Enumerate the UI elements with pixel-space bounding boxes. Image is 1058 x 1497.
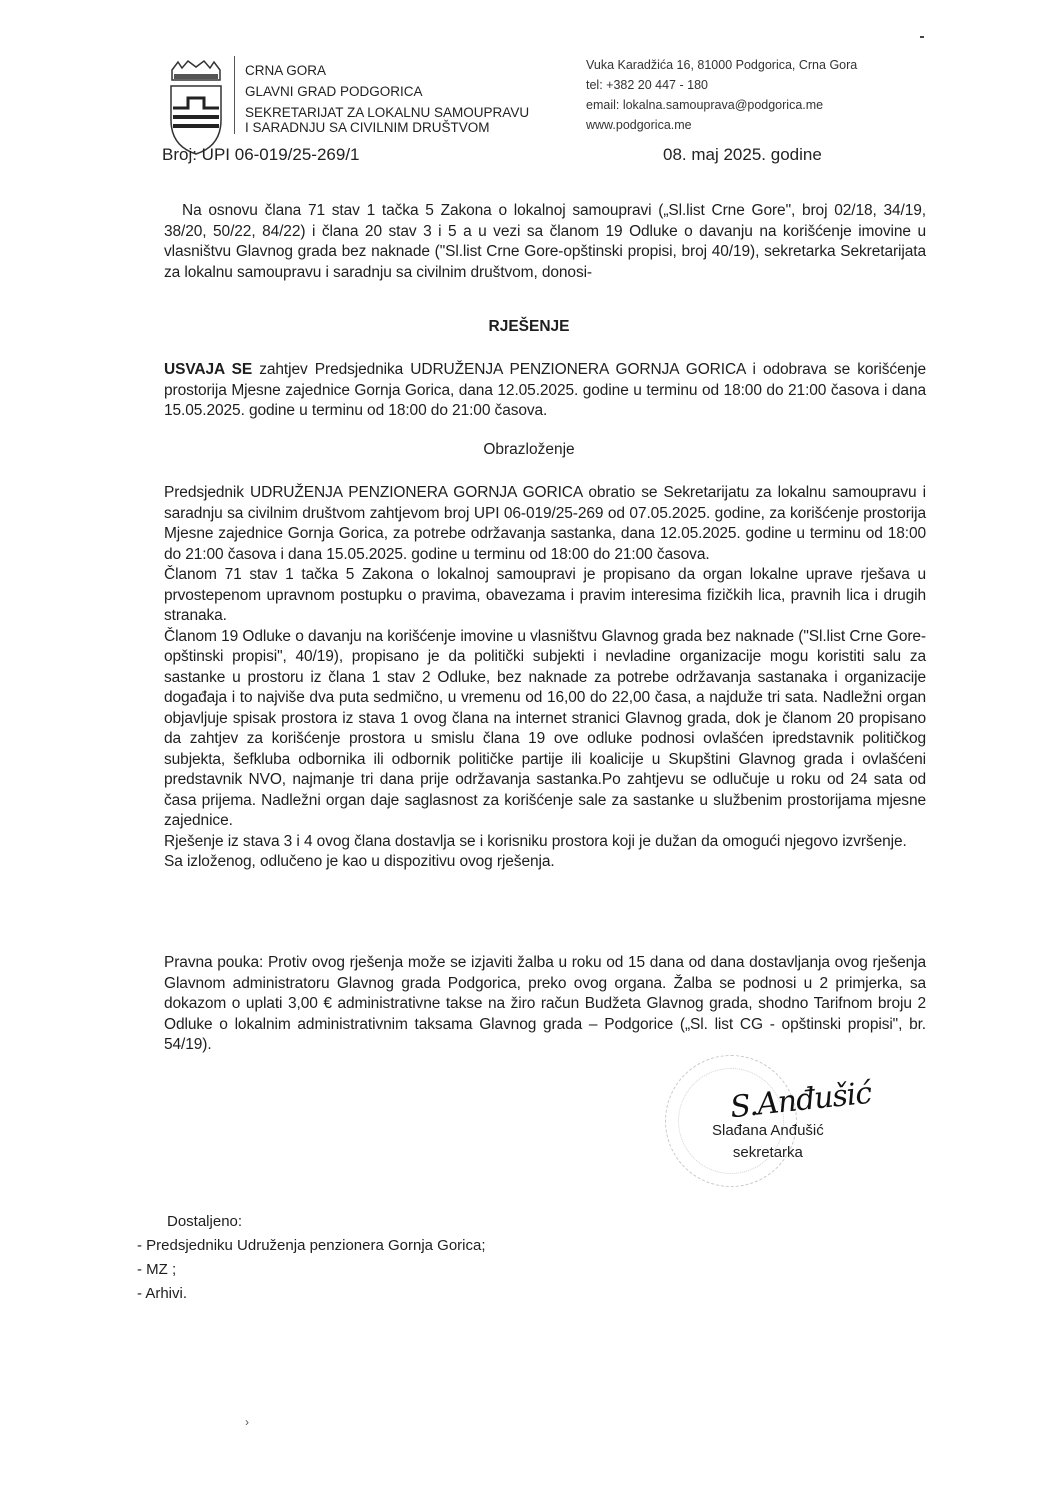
reasoning-paragraph: Članom 19 Odluke o davanju na korišćenje imovine u vlasništvu Glavnog grada bez naknade ("Sl.list Crne Gore-opštinski propisi", 40/19), propisano je da politički subjekti i nevladine organizacije mogu koristiti salu za sastanke u prostoru iz člana 1 stav 2 Odluke, bez naknade za potrebe održavanja sastanaka i organizacije događaja i to najviše dva puta sedmično, u vremenu od 16,00 do 22,00 časa, a najduže tri sata. Nadležni organ objavljuje spisak prostora iz stava 1 ovog člana na internet stranici Glavnog grada, dok je članom 20 propisano da zahtjev za korišćenje prostora u smislu člana 19 ove odluke podnosi ovlašćen ipredstavnik političkog subjekta, šefkluba odbornika ili odbornik političke partije ili koalicije u Skupštini Glavnog grada i ovlašćeni predstavnik NVO, najmanje tri dana prije održavanja sastanka.Po zahtjevu se odlučuje u roku od 24 sata od časa prijema. Nadležni organ daje saglasnost za korišćenje sale za sastanke u službenim prostorijama mjesne zajednice. (164, 627, 926, 829)
signer-name: Slađana Anđušić (712, 1122, 824, 1139)
legal-notice-label: Pravna pouka: (164, 954, 264, 971)
preamble: Na osnovu člana 71 stav 1 tačka 5 Zakona o lokalnoj samoupravi („Sl.list Crne Gore", broj 02/18, 34/19, 38/20, 50/22, 84/22) i člana 20 stav 3 i 5 a u vezi sa članom 19 Odluke o davanju na korišćenje imovine u vlasništvu Glavnog grada bez naknade ("Sl.list Crne Gore-opštinski propisi, broj 40/19), sekretarka Sekretarijata za lokalnu samoupravu i saradnju sa civilnim društvom, donosi- (164, 202, 926, 281)
contact-web: www.podgorica.me (586, 118, 692, 132)
handwritten-signature: S.Anđušić (728, 1075, 873, 1126)
contact-address: Vuka Karadžića 16, 81000 Podgorica, Crna Gora (586, 58, 858, 72)
distribution-item: - Predsjedniku Udruženja penzionera Gornja Gorica; (137, 1237, 486, 1254)
reasoning-paragraph: Rješenje iz stava 3 i 4 ovog člana dostavlja se i korisniku prostora koji je dužan da omogući njegovo izvršenje. (164, 832, 907, 850)
org-country: CRNA GORA (245, 63, 327, 78)
distribution-item: - MZ ; (137, 1261, 177, 1278)
legal-notice (164, 953, 926, 1056)
reasoning-title: Obrazloženje (483, 441, 575, 458)
scan-speck (920, 36, 924, 38)
signer-block (712, 1120, 824, 1164)
org-secretariat: SEKRETARIJAT ZA LOKALNU SAMOUPRAVU (245, 105, 530, 120)
org-city: GLAVNI GRAD PODGORICA (245, 84, 423, 99)
distribution-list (137, 1210, 486, 1306)
reference-number: Broj: UPI 06-019/25-269/1 (162, 145, 360, 164)
reasoning-paragraph: Predsjednik UDRUŽENJA PENZIONERA GORNJA GORICA obratio se Sekretarijatu za lokalnu samoupravu i saradnju sa civilnim društvom zahtjevom broj UPI 06-019/25-269 od 07.05.2025. godine, za korišćenje prostorija Mjesne zajednice Gornja Gorica, za potrebe održavanja sastanka, dana 12.05.2025. godine u terminu od 18:00 do 21:00 časova i dana 15.05.2025. godine u terminu od 18:00 do 21:00 časova. (164, 484, 926, 563)
document-date: 08. maj 2025. godine (663, 145, 822, 164)
distribution-title: Dostaljeno: (167, 1213, 243, 1230)
reasoning-paragraph: Sa izloženog, odlučeno je kao u dispozitivu ovog rješenja. (164, 853, 555, 870)
contact-block (586, 55, 857, 135)
decision-body: zahtjev Predsjednika UDRUŽENJA PENZIONERA GORNJA GORICA i odobrava se korišćenje prostorija Mjesne zajednice Gornja Gorica, dana 12.05.2025. godine u terminu od 18:00 do 21:00 časova i dana 15.05.2025. godine u terminu od 18:00 do 21:00 časova. (164, 361, 926, 419)
distribution-item: - Arhivi. (137, 1285, 188, 1302)
contact-email: email: lokalna.samouprava@podgorica.me (586, 98, 824, 112)
signer-role: sekretarka (732, 1144, 803, 1161)
reasoning-body (164, 483, 926, 873)
reasoning-paragraph: Članom 71 stav 1 tačka 5 Zakona o lokalnoj samoupravi je propisano da organ lokalne uprave rješava u prvostepenom upravnom postupku o pravima, obavezama i pravim interesima fizičkih lica, pravnih lica i drugih stranaka. (164, 566, 926, 624)
org-secretariat-2: I SARADNJU SA CIVILNIM DRUŠTVOM (245, 120, 490, 135)
decision-title: RJEŠENJE (488, 318, 570, 335)
header-divider (234, 56, 235, 134)
legal-notice-text: Protiv ovog rješenja može se izjaviti žalba u roku od 15 dana od dana dostavljanja ovog rješenja Glavnom administratoru Glavnog grada Podgorica, preko ovog organa. Žalba se podnosi u 2 primjerka, sa dokazom o uplati 3,00 € administrativne takse na žiro račun Budžeta Glavnog grada, shodno Tarifnom broju 2 Odluke o lokalnim administrativnim taksama Glavnog grada – Podgorice („Sl. list CG - opštinski propisi", br. 54/19). (164, 954, 927, 1053)
organization-block (245, 60, 529, 135)
scan-mark: › (245, 1415, 249, 1429)
contact-tel: tel: +382 20 447 - 180 (586, 78, 708, 92)
decision-text (164, 360, 926, 422)
coat-of-arms-icon (168, 58, 224, 156)
decision-lead: USVAJA SE (164, 361, 253, 378)
